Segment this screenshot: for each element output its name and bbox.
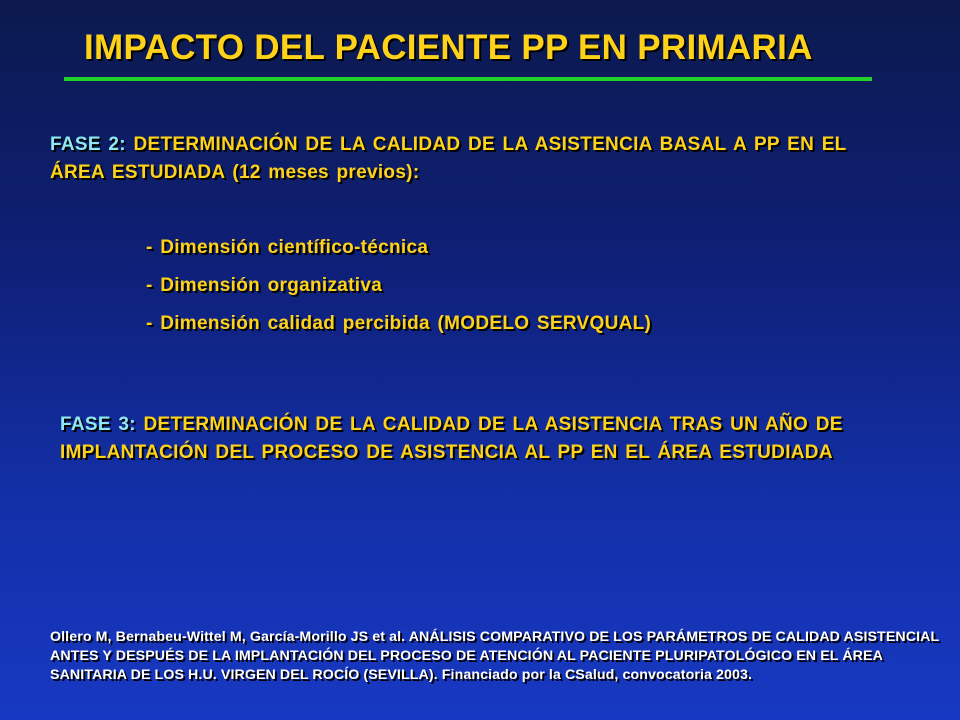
fase-3-paragraph [60, 411, 900, 467]
dimension-item-organizativa: - Dimensión organizativa [146, 275, 383, 296]
fase-2-label: FASE 2: [50, 134, 126, 155]
fase-2-paragraph [50, 131, 890, 187]
fase-3-text: DETERMINACIÓN DE LA CALIDAD DE LA ASISTENCIA TRAS UN AÑO DE IMPLANTACIÓN DEL PROCESO DE ASISTENCIA AL PP EN EL ÁREA ESTUDIADA [60, 414, 843, 463]
fase-2-text: DETERMINACIÓN DE LA CALIDAD DE LA ASISTENCIA BASAL A PP EN EL ÁREA ESTUDIADA (12 meses previos): [50, 134, 847, 183]
dimension-item-calidad-percibida: - Dimensión calidad percibida (MODELO SERVQUAL) [146, 313, 652, 334]
dimension-list [146, 234, 651, 348]
fase-3-label: FASE 3: [60, 414, 136, 435]
title-underline [64, 77, 872, 81]
slide-title: IMPACTO DEL PACIENTE PP EN PRIMARIA [84, 28, 813, 67]
dimension-item-cientifico-tecnica: - Dimensión científico-técnica [146, 237, 429, 258]
citation-reference: Ollero M, Bernabeu-Wittel M, García-Morillo JS et al. ANÁLISIS COMPARATIVO DE LOS PARÁMETROS DE CALIDAD ASISTENCIAL ANTES Y DESPUÉS DE LA IMPLANTACIÓN DEL PROCESO DE ATENCIÓN AL PACIENTE PLURIPATOLÓGICO EN EL ÁREA SANITARIA DE LOS H.U. VIRGEN DEL ROCÍO (SEVILLA). Financiado por la CSalud, convocatoria 2003. [50, 629, 939, 683]
